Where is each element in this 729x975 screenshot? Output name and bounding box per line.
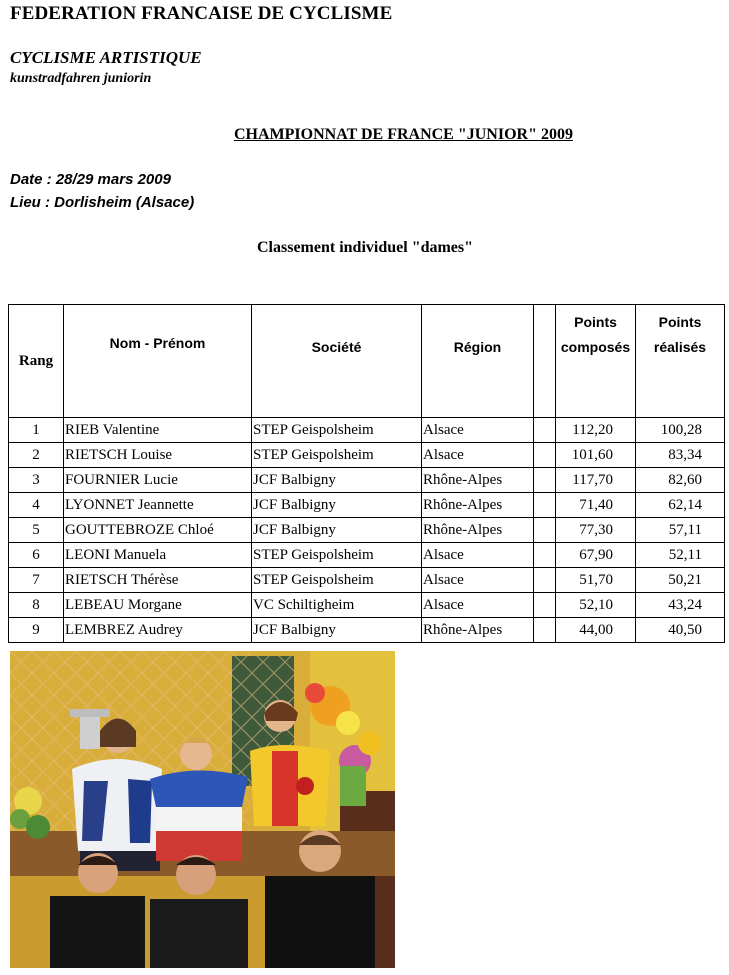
cell-spacer xyxy=(534,418,556,443)
header-region-label: Région xyxy=(453,339,502,355)
cell-nom: LEBEAU Morgane xyxy=(64,593,252,618)
cell-rang: 9 xyxy=(9,618,64,643)
cell-realises: 52,11 xyxy=(636,543,725,568)
cell-societe: STEP Geispolsheim xyxy=(252,443,422,468)
header-region xyxy=(422,305,534,418)
cell-nom: RIEB Valentine xyxy=(64,418,252,443)
cell-rang: 4 xyxy=(9,493,64,518)
cell-region: Rhône-Alpes xyxy=(422,618,534,643)
cell-spacer xyxy=(534,593,556,618)
cell-rang: 6 xyxy=(9,543,64,568)
cell-spacer xyxy=(534,568,556,593)
cell-societe: JCF Balbigny xyxy=(252,493,422,518)
cell-rang: 1 xyxy=(9,418,64,443)
table-row xyxy=(9,418,725,443)
podium-photo xyxy=(10,651,395,968)
cell-composes: 112,20 xyxy=(556,418,636,443)
cell-rang: 7 xyxy=(9,568,64,593)
cell-spacer xyxy=(534,543,556,568)
cell-realises: 40,50 xyxy=(636,618,725,643)
cell-societe: STEP Geispolsheim xyxy=(252,418,422,443)
cell-societe: JCF Balbigny xyxy=(252,518,422,543)
table-row xyxy=(9,543,725,568)
cell-nom: GOUTTEBROZE Chloé xyxy=(64,518,252,543)
cell-nom: RIETSCH Thérèse xyxy=(64,568,252,593)
cell-composes: 67,90 xyxy=(556,543,636,568)
cell-realises: 62,14 xyxy=(636,493,725,518)
table-row xyxy=(9,568,725,593)
cell-region: Alsace xyxy=(422,418,534,443)
header-composes xyxy=(556,305,636,418)
cell-nom: FOURNIER Lucie xyxy=(64,468,252,493)
table-row xyxy=(9,518,725,543)
cell-realises: 57,11 xyxy=(636,518,725,543)
cell-nom: LYONNET Jeannette xyxy=(64,493,252,518)
cell-composes: 77,30 xyxy=(556,518,636,543)
cell-realises: 83,34 xyxy=(636,443,725,468)
cell-nom: LEONI Manuela xyxy=(64,543,252,568)
header-realises xyxy=(636,305,725,418)
cell-spacer xyxy=(534,518,556,543)
header-realises-line2: réalisés xyxy=(653,339,707,355)
table-row xyxy=(9,443,725,468)
cell-composes: 117,70 xyxy=(556,468,636,493)
cell-composes: 51,70 xyxy=(556,568,636,593)
cell-spacer xyxy=(534,493,556,518)
header-composes-line2: composés xyxy=(560,339,631,355)
cell-realises: 50,21 xyxy=(636,568,725,593)
header-societe-label: Société xyxy=(311,339,362,355)
cell-nom: LEMBREZ Audrey xyxy=(64,618,252,643)
championship-title: CHAMPIONNAT DE FRANCE "JUNIOR" 2009 xyxy=(234,126,573,143)
cell-societe: STEP Geispolsheim xyxy=(252,568,422,593)
cell-composes: 71,40 xyxy=(556,493,636,518)
cell-composes: 101,60 xyxy=(556,443,636,468)
header-nom xyxy=(64,305,252,418)
cell-region: Alsace xyxy=(422,443,534,468)
discipline-title: CYCLISME ARTISTIQUE xyxy=(10,48,202,67)
organization-title: FEDERATION FRANCAISE DE CYCLISME xyxy=(10,3,393,24)
cell-spacer xyxy=(534,618,556,643)
cell-region: Alsace xyxy=(422,568,534,593)
cell-spacer xyxy=(534,468,556,493)
cell-rang: 2 xyxy=(9,443,64,468)
cell-region: Rhône-Alpes xyxy=(422,518,534,543)
table-header-row xyxy=(9,305,725,418)
cell-rang: 8 xyxy=(9,593,64,618)
cell-region: Alsace xyxy=(422,593,534,618)
table-row xyxy=(9,593,725,618)
ranking-title: Classement individuel "dames" xyxy=(257,239,474,256)
cell-composes: 52,10 xyxy=(556,593,636,618)
cell-composes: 44,00 xyxy=(556,618,636,643)
cell-realises: 82,60 xyxy=(636,468,725,493)
cell-realises: 100,28 xyxy=(636,418,725,443)
header-realises-line1: Points xyxy=(658,314,702,330)
cell-societe: JCF Balbigny xyxy=(252,468,422,493)
cell-region: Rhône-Alpes xyxy=(422,468,534,493)
table-row xyxy=(9,468,725,493)
header-nom-label: Nom - Prénom xyxy=(109,335,206,351)
header-rang: Rang xyxy=(9,305,64,418)
table-row xyxy=(9,618,725,643)
discipline-subtitle: kunstradfahren juniorin xyxy=(10,71,152,86)
cell-rang: 5 xyxy=(9,518,64,543)
cell-rang: 3 xyxy=(9,468,64,493)
event-location: Lieu : Dorlisheim (Alsace) xyxy=(10,194,195,211)
results-table xyxy=(8,304,725,643)
cell-region: Rhône-Alpes xyxy=(422,493,534,518)
table-row xyxy=(9,493,725,518)
cell-spacer xyxy=(534,443,556,468)
event-date: Date : 28/29 mars 2009 xyxy=(10,171,171,188)
cell-nom: RIETSCH Louise xyxy=(64,443,252,468)
header-societe xyxy=(252,305,422,418)
header-spacer xyxy=(534,305,556,418)
cell-societe: VC Schiltigheim xyxy=(252,593,422,618)
cell-region: Alsace xyxy=(422,543,534,568)
cell-societe: STEP Geispolsheim xyxy=(252,543,422,568)
cell-realises: 43,24 xyxy=(636,593,725,618)
header-composes-line1: Points xyxy=(574,314,617,330)
cell-societe: JCF Balbigny xyxy=(252,618,422,643)
